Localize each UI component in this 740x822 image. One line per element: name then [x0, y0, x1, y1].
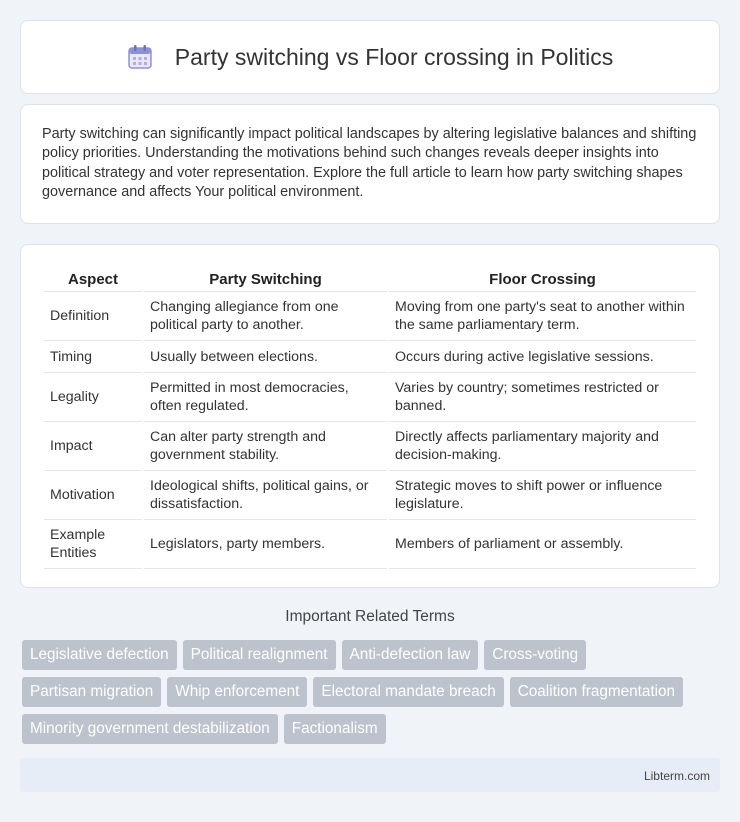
table-cell-floor-crossing: Occurs during active legislative sessions.	[389, 343, 696, 373]
column-header-floor-crossing: Floor Crossing	[389, 267, 696, 292]
related-term-tag[interactable]: Legislative defection	[22, 640, 177, 670]
related-term-tag[interactable]: Cross-voting	[484, 640, 586, 670]
table-cell-floor-crossing: Varies by country; sometimes restricted or banned.	[389, 375, 696, 422]
table-cell-party-switching: Can alter party strength and government stability.	[144, 424, 387, 471]
page-title: Party switching vs Floor crossing in Politics	[174, 43, 614, 70]
table-cell-aspect: Legality	[44, 375, 142, 422]
table-cell-floor-crossing: Members of parliament or assembly.	[389, 522, 696, 569]
column-header-aspect: Aspect	[44, 267, 142, 292]
table-cell-party-switching: Usually between elections.	[144, 343, 387, 373]
table-cell-floor-crossing: Strategic moves to shift power or influence legislature.	[389, 473, 696, 520]
table-cell-party-switching: Permitted in most democracies, often regulated.	[144, 375, 387, 422]
table-cell-aspect: Timing	[44, 343, 142, 373]
table-row	[44, 294, 696, 341]
related-terms-list	[22, 640, 722, 751]
table-header-row	[44, 267, 696, 292]
related-term-tag[interactable]: Factionalism	[284, 714, 386, 744]
related-term-tag[interactable]: Partisan migration	[22, 677, 161, 707]
comparison-table	[42, 265, 698, 571]
table-row	[44, 343, 696, 373]
table-cell-floor-crossing: Moving from one party's seat to another within the same parliamentary term.	[389, 294, 696, 341]
table-cell-party-switching: Changing allegiance from one political party to another.	[144, 294, 387, 341]
related-term-tag[interactable]: Minority government destabilization	[22, 714, 278, 744]
related-term-tag[interactable]: Coalition fragmentation	[510, 677, 683, 707]
intro-card	[20, 104, 720, 224]
column-header-party-switching: Party Switching	[144, 267, 387, 292]
footer-brand-link[interactable]: Libterm.com	[643, 769, 710, 783]
calendar-icon	[127, 44, 153, 70]
table-row	[44, 522, 696, 569]
related-term-tag[interactable]: Political realignment	[183, 640, 336, 670]
table-cell-aspect: Definition	[44, 294, 142, 341]
comparison-table-card	[20, 244, 720, 588]
table-cell-aspect: Motivation	[44, 473, 142, 520]
table-cell-party-switching: Ideological shifts, political gains, or dissatisfaction.	[144, 473, 387, 520]
related-term-tag[interactable]: Electoral mandate breach	[313, 677, 503, 707]
table-row	[44, 375, 696, 422]
footer	[20, 758, 720, 792]
related-term-tag[interactable]: Anti-defection law	[342, 640, 479, 670]
table-row	[44, 424, 696, 471]
related-term-tag[interactable]: Whip enforcement	[167, 677, 307, 707]
table-cell-aspect: Impact	[44, 424, 142, 471]
table-cell-party-switching: Legislators, party members.	[144, 522, 387, 569]
table-row	[44, 473, 696, 520]
intro-text: Party switching can significantly impact political landscapes by altering legislative balances and shifting policy priorities. Understanding the motivations behind such changes reveals deeper insights into political strategy and voter representation. Explore the full article to learn how party switching shapes governance and affects Your political environment.	[42, 126, 697, 201]
header-card	[20, 20, 720, 94]
table-cell-aspect: Example Entities	[44, 522, 142, 569]
related-terms-title: Important Related Terms	[285, 608, 455, 625]
table-cell-floor-crossing: Directly affects parliamentary majority and decision-making.	[389, 424, 696, 471]
